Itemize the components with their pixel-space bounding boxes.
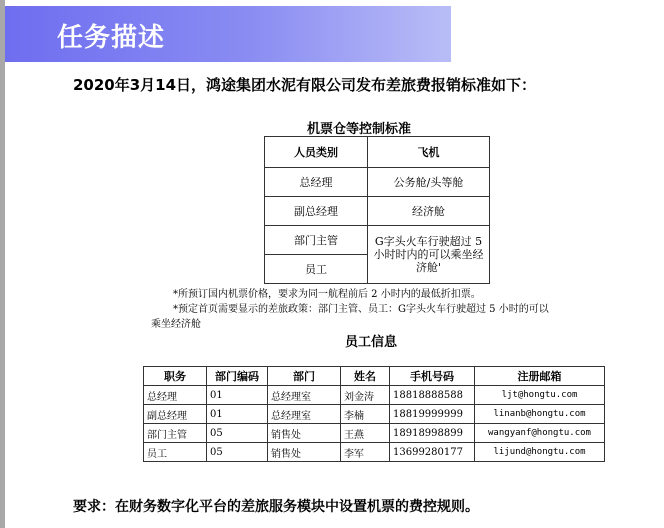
cell-title: 部门主管 bbox=[144, 424, 207, 443]
requirement-text: 要求：在财务数字化平台的差旅服务模块中设置机票的费控规则。 bbox=[73, 499, 479, 515]
cell-phone: 18819999999 bbox=[390, 405, 475, 424]
cell-name: 王燕 bbox=[341, 424, 390, 443]
column-header-role: 人员类别 bbox=[265, 137, 368, 168]
column-header-email: 注册邮箱 bbox=[475, 367, 605, 386]
table-row bbox=[265, 197, 490, 226]
header-title: 任务描述 bbox=[57, 23, 166, 53]
note-line-1: *所预订国内机票价格，要求为同一航程前后 2 小时内的最低折扣票。 bbox=[173, 289, 481, 300]
column-header-dept: 部门 bbox=[268, 367, 341, 386]
cell-role: 员工 bbox=[265, 255, 368, 284]
cell-email: ljt@hongtu.com bbox=[475, 386, 605, 405]
cell-name: 刘金涛 bbox=[341, 386, 390, 405]
table-row bbox=[144, 386, 605, 405]
cell-dept: 销售处 bbox=[268, 424, 341, 443]
column-header-phone: 手机号码 bbox=[390, 367, 475, 386]
column-header-title: 职务 bbox=[144, 367, 207, 386]
header-banner bbox=[5, 6, 451, 62]
cell-phone: 18818888588 bbox=[390, 386, 475, 405]
cell-phone: 18918998899 bbox=[390, 424, 475, 443]
table-header-row bbox=[144, 367, 605, 386]
cell-role: 部门主管 bbox=[265, 226, 368, 255]
table-row bbox=[265, 168, 490, 197]
employee-table-caption: 员工信息 bbox=[345, 335, 398, 350]
table-row bbox=[265, 226, 490, 255]
cell-role: 总经理 bbox=[265, 168, 368, 197]
cell-title: 副总经理 bbox=[144, 405, 207, 424]
cell-dept-code: 05 bbox=[207, 443, 268, 462]
employee-table bbox=[143, 366, 605, 462]
cell-dept: 销售处 bbox=[268, 443, 341, 462]
ticket-table-caption: 机票仓等控制标准 bbox=[307, 122, 412, 137]
cell-role: 副总经理 bbox=[265, 197, 368, 226]
cell-dept: 总经理室 bbox=[268, 405, 341, 424]
cell-dept: 总经理室 bbox=[268, 386, 341, 405]
ticket-class-table bbox=[264, 136, 490, 284]
note-line-2: *预定首页需要显示的差旅政策：部门主管、员工：G字头火车行驶超过 5 小时的可以 bbox=[173, 304, 549, 315]
table-row bbox=[144, 424, 605, 443]
cell-class: 经济舱 bbox=[368, 197, 490, 226]
cell-email: linanb@hongtu.com bbox=[475, 405, 605, 424]
intro-text: 2020年3月14日，鸿途集团水泥有限公司发布差旅费报销标准如下： bbox=[73, 76, 537, 94]
cell-class: 公务舱/头等舱 bbox=[368, 168, 490, 197]
column-header-name: 姓名 bbox=[341, 367, 390, 386]
column-header-dept-code: 部门编码 bbox=[207, 367, 268, 386]
cell-name: 李军 bbox=[341, 443, 390, 462]
cell-title: 员工 bbox=[144, 443, 207, 462]
table-header-row bbox=[265, 137, 490, 168]
table-row bbox=[144, 443, 605, 462]
column-header-plane: 飞机 bbox=[368, 137, 490, 168]
cell-email: lijund@hongtu.com bbox=[475, 443, 605, 462]
cell-dept-code: 01 bbox=[207, 405, 268, 424]
table-row bbox=[144, 405, 605, 424]
cell-dept-code: 01 bbox=[207, 386, 268, 405]
cell-dept-code: 05 bbox=[207, 424, 268, 443]
cell-phone: 13699280177 bbox=[390, 443, 475, 462]
cell-class-merged: G字头火车行驶超过 5 小时时内的可以乘坐经济舱' bbox=[368, 226, 490, 284]
cell-name: 李楠 bbox=[341, 405, 390, 424]
note-line-2-continued: 乘坐经济舱 bbox=[151, 319, 201, 330]
cell-email: wangyanf@hongtu.com bbox=[475, 424, 605, 443]
left-edge-bar bbox=[0, 0, 5, 528]
cell-title: 总经理 bbox=[144, 386, 207, 405]
